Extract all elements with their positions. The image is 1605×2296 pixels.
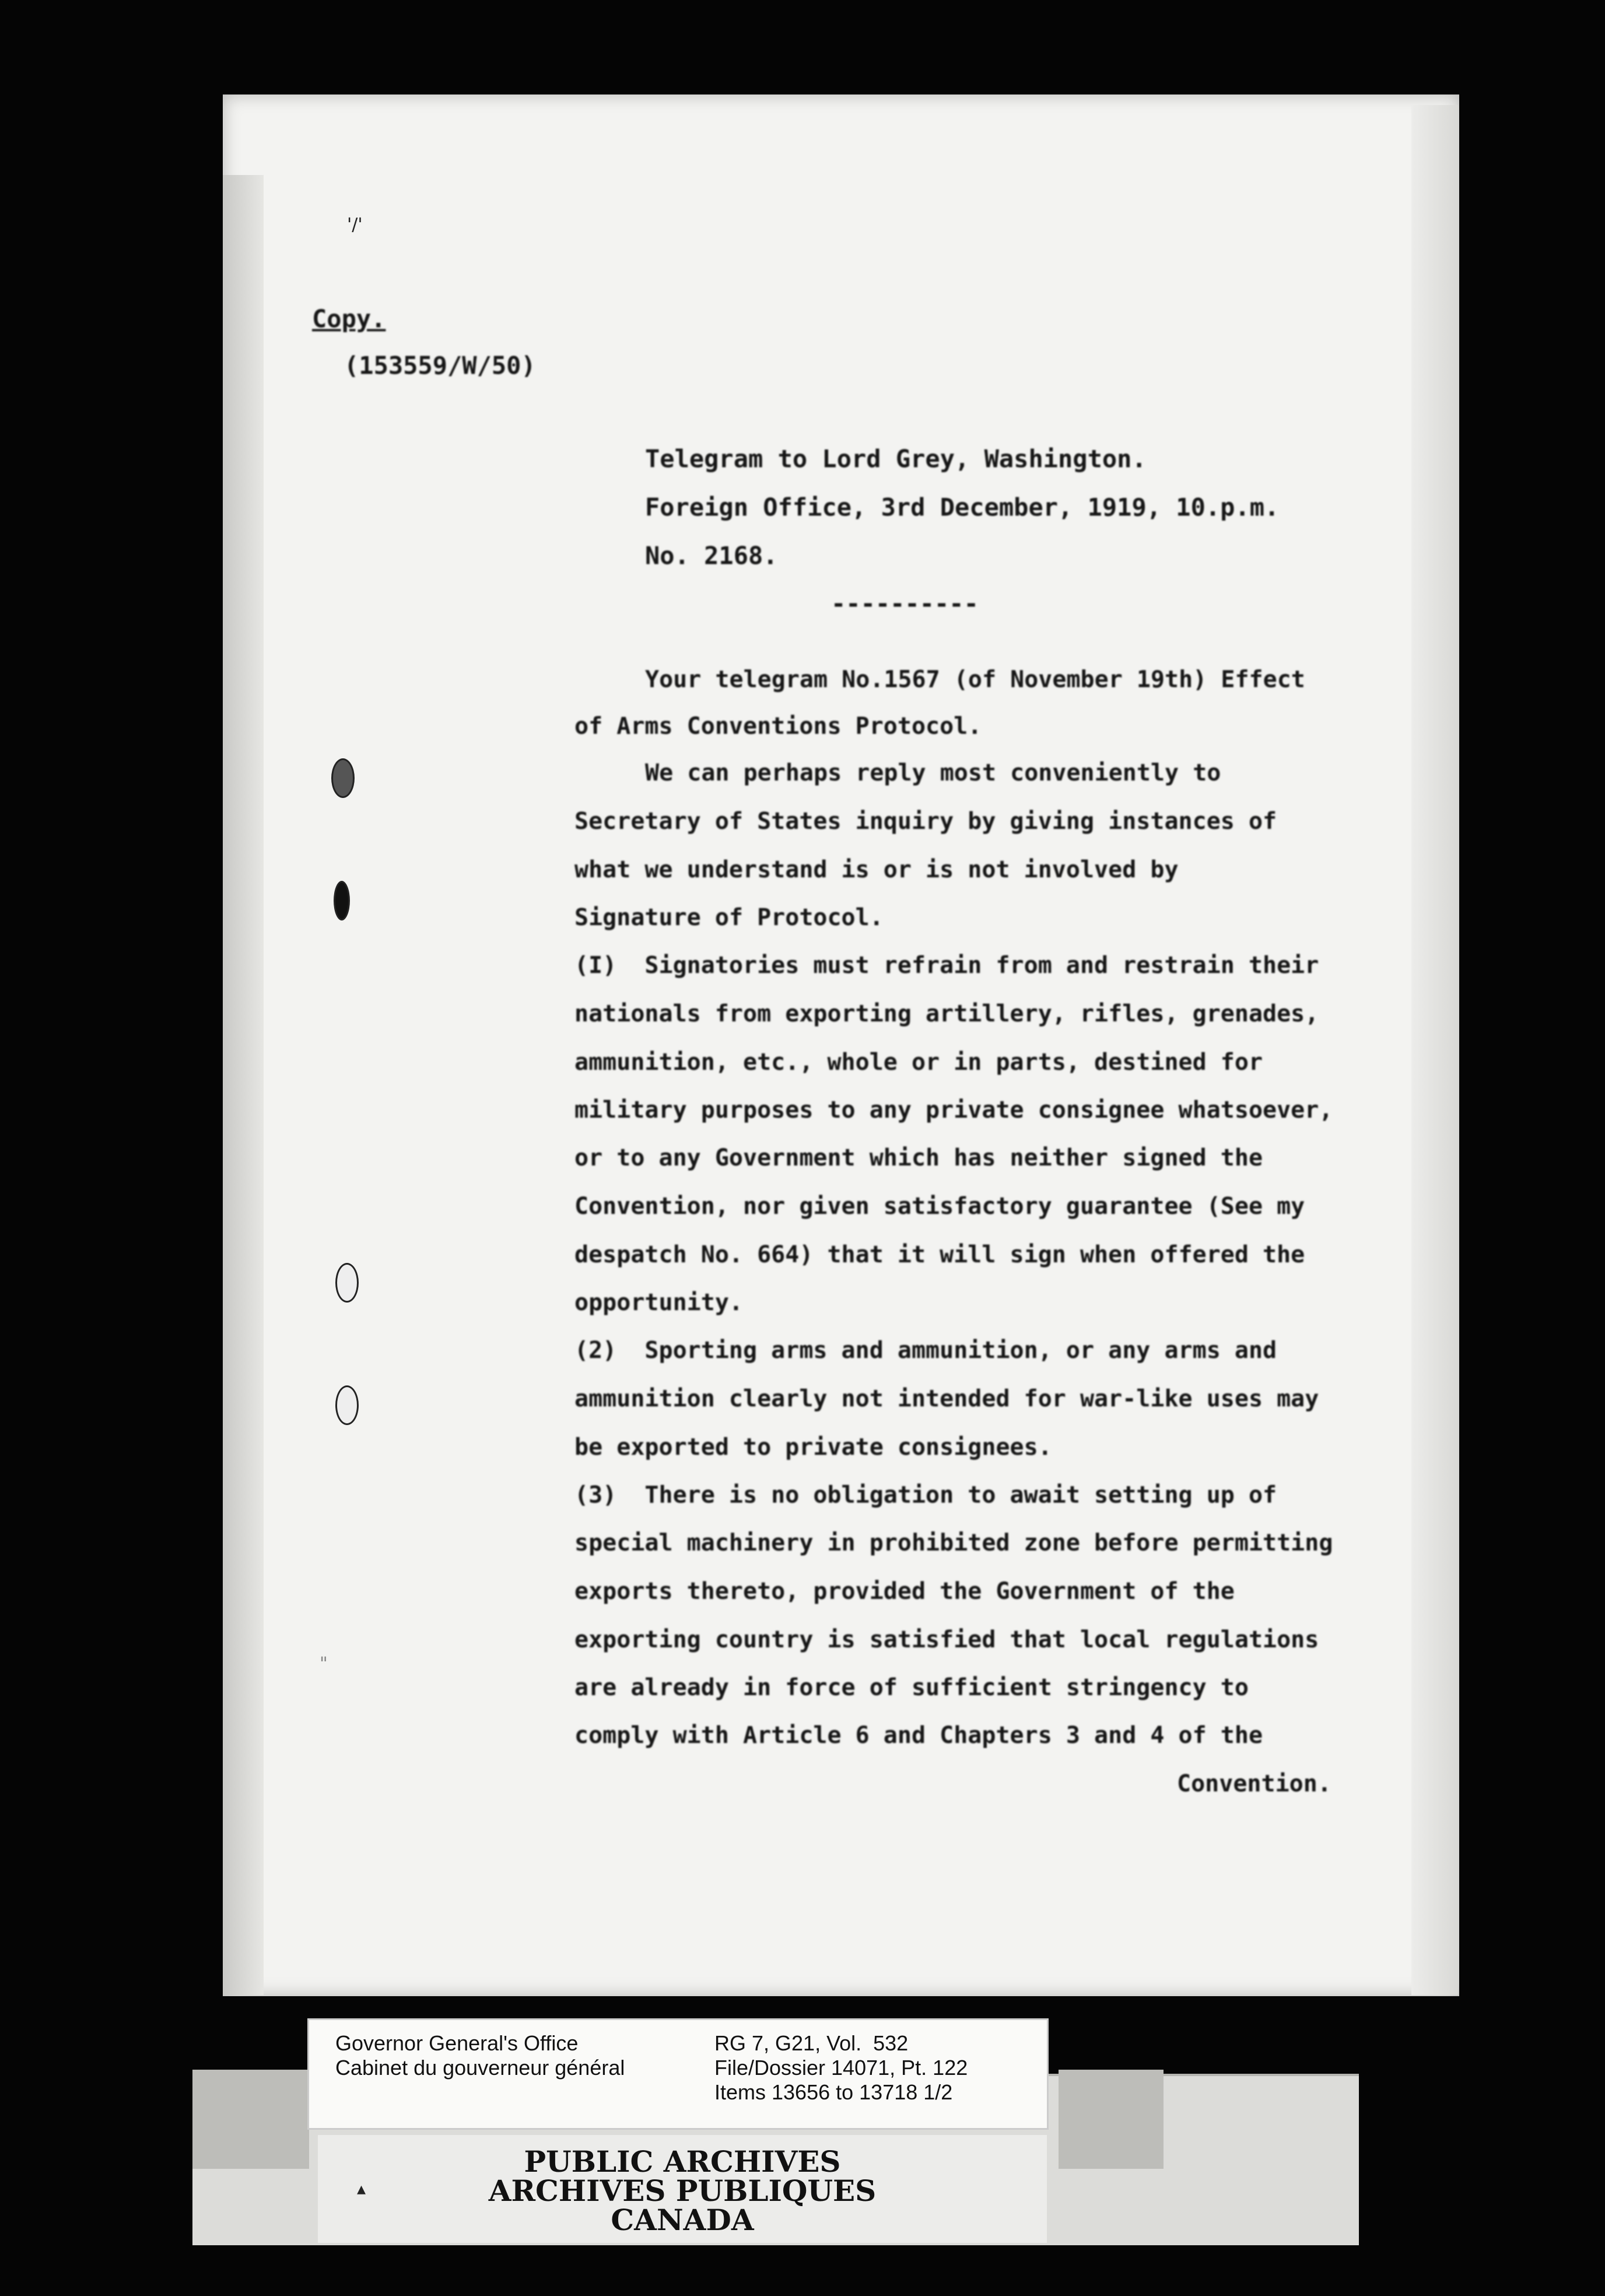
body-line: Convention. — [1177, 1770, 1331, 1797]
body-line: Your telegram No.1567 (of November 19th) Effect — [645, 666, 1305, 693]
label-line: File/Dossier 14071, Pt. 122 — [714, 2056, 968, 2080]
stamp-line: PUBLIC ARCHIVES — [524, 2144, 841, 2179]
page-shadow-left — [223, 175, 264, 1995]
body-line: ammunition, etc., whole or in parts, destined for — [574, 1049, 1263, 1076]
label-line: Cabinet du gouverneur général — [335, 2056, 625, 2080]
divider-line: ---------- — [831, 589, 979, 618]
body-line: what we understand is or is not involved by — [574, 856, 1179, 883]
telegram-heading: Telegram to Lord Grey, Washington. — [645, 444, 1147, 473]
body-line: be exported to private consignees. — [574, 1434, 1052, 1461]
body-line: Secretary of States inquiry by giving instances of — [574, 808, 1277, 835]
label-line: RG 7, G21, Vol. 532 — [714, 2031, 909, 2055]
body-line: of Arms Conventions Protocol. — [574, 713, 982, 740]
page-edge-right — [1411, 105, 1458, 1995]
body-line: (3) There is no obligation to await setting up of — [574, 1482, 1277, 1508]
body-line: despatch No. 664) that it will sign when offered the — [574, 1241, 1305, 1268]
body-line: or to any Government which has neither signed the — [574, 1144, 1263, 1171]
stamp-line: ARCHIVES PUBLIQUES — [488, 2174, 877, 2208]
telegram-origin-date: Foreign Office, 3rd December, 1919, 10.p.m. — [645, 493, 1280, 522]
body-line: exporting country is satisfied that local regulations — [574, 1626, 1319, 1653]
body-line: (2) Sporting arms and ammunition, or any arms and — [574, 1337, 1277, 1364]
stray-mark: ▴ — [357, 2179, 366, 2199]
file-reference: (153559/W/50) — [344, 351, 536, 380]
body-line: Signature of Protocol. — [574, 904, 884, 931]
stamp-tab — [1059, 2070, 1164, 2169]
stray-mark: " — [320, 1654, 328, 1674]
punch-hole — [335, 1263, 359, 1303]
document-page — [223, 94, 1459, 1996]
archive-label-office — [335, 2031, 625, 2080]
punch-hole — [331, 758, 355, 798]
body-line: exports thereto, provided the Government of the — [574, 1578, 1235, 1605]
body-line: opportunity. — [574, 1289, 743, 1316]
body-line: are already in force of sufficient stringency to — [574, 1674, 1249, 1701]
body-line: Convention, nor given satisfactory guarantee (See my — [574, 1193, 1305, 1220]
label-line: Items 13656 to 13718 1/2 — [714, 2080, 953, 2104]
body-line: special machinery in prohibited zone before permitting — [574, 1530, 1333, 1556]
body-line: (I) Signatories must refrain from and restrain their — [574, 952, 1319, 979]
copy-label: Copy. — [312, 304, 386, 333]
body-line: comply with Article 6 and Chapters 3 and 4 of the — [574, 1722, 1263, 1749]
archive-label-reference — [714, 2031, 968, 2105]
body-line: ammunition clearly not intended for war-like uses may — [574, 1385, 1319, 1412]
punch-hole — [334, 881, 350, 921]
punch-hole — [335, 1385, 359, 1425]
body-line: We can perhaps reply most conveniently to — [645, 760, 1221, 786]
stamp-tab — [192, 2070, 309, 2169]
telegram-number: No. 2168. — [645, 541, 778, 570]
stray-mark: '/' — [347, 215, 363, 235]
body-line: military purposes to any private consignee whatsoever, — [574, 1097, 1333, 1124]
label-line: Governor General's Office — [335, 2031, 579, 2055]
stamp-line: CANADA — [611, 2203, 754, 2237]
body-line: nationals from exporting artillery, rifles, grenades, — [574, 1000, 1319, 1027]
